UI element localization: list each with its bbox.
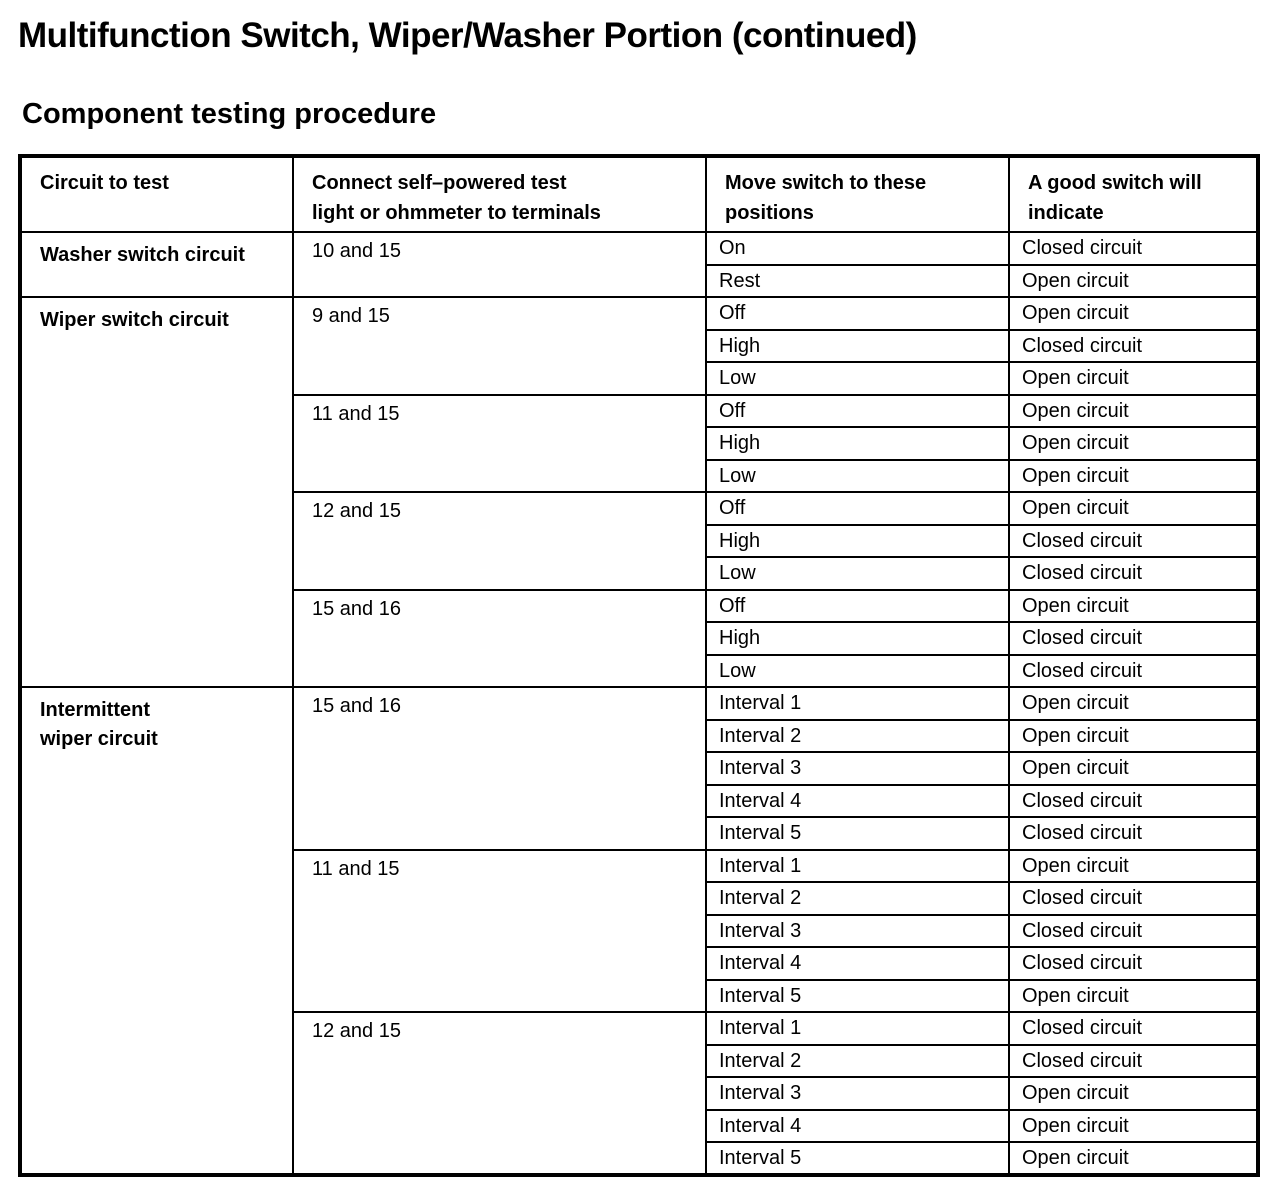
indication-cell: Closed circuit [1009,525,1258,558]
page-title: Multifunction Switch, Wiper/Washer Portion (continued) [18,16,917,55]
switch-position-cell: Interval 3 [706,752,1009,785]
indication-cell: Closed circuit [1009,947,1258,980]
switch-position-cell: Off [706,395,1009,428]
indication-cell: Open circuit [1009,492,1258,525]
indication-cell: Open circuit [1009,850,1258,883]
header-positions-line2: positions [725,202,814,224]
switch-position-cell: Rest [706,265,1009,298]
header-circuit-label: Circuit to test [40,172,169,194]
table-body [20,232,1258,1175]
header-terminals [293,156,706,232]
switch-position-cell: Interval 5 [706,980,1009,1013]
terminals-cell: 15 and 16 [293,590,706,688]
indication-cell: Open circuit [1009,1110,1258,1143]
switch-position-cell: Interval 1 [706,1012,1009,1045]
indication-cell: Closed circuit [1009,1012,1258,1045]
header-terminals-line2: light or ohmmeter to terminals [312,202,601,224]
switch-position-cell: Interval 3 [706,1077,1009,1110]
switch-position-cell: High [706,525,1009,558]
switch-position-cell: High [706,622,1009,655]
indication-cell: Open circuit [1009,752,1258,785]
header-indication-line1: A good switch will [1028,172,1202,194]
header-indication-line2: indicate [1028,202,1104,224]
terminals-cell: 10 and 15 [293,232,706,297]
terminals-cell: 15 and 16 [293,687,706,850]
circuit-name-cell [20,232,293,297]
switch-position-cell: Interval 2 [706,882,1009,915]
indication-cell: Closed circuit [1009,882,1258,915]
section-subtitle: Component testing procedure [22,98,437,130]
indication-cell: Closed circuit [1009,557,1258,590]
switch-position-cell: Interval 1 [706,850,1009,883]
switch-position-cell: Interval 2 [706,720,1009,753]
header-positions [706,156,1009,232]
circuit-name-line: wiper circuit [40,728,158,750]
indication-cell: Open circuit [1009,1077,1258,1110]
indication-cell: Closed circuit [1009,622,1258,655]
table-row [20,232,1258,265]
switch-position-cell: Interval 1 [706,687,1009,720]
indication-cell: Closed circuit [1009,330,1258,363]
circuit-name-line: Wiper switch circuit [40,309,229,331]
terminals-cell: 11 and 15 [293,395,706,493]
switch-position-cell: Off [706,297,1009,330]
switch-position-cell: Interval 4 [706,1110,1009,1143]
terminals-cell: 11 and 15 [293,850,706,1013]
circuit-name-cell [20,687,293,1175]
circuit-name-line: Washer switch circuit [40,244,245,266]
switch-position-cell: Off [706,492,1009,525]
indication-cell: Open circuit [1009,297,1258,330]
circuit-name-line: Intermittent [40,699,150,721]
switch-position-cell: Low [706,362,1009,395]
indication-cell: Open circuit [1009,980,1258,1013]
indication-cell: Open circuit [1009,460,1258,493]
circuit-name-cell [20,297,293,687]
indication-cell: Closed circuit [1009,785,1258,818]
header-positions-line1: Move switch to these [725,172,927,194]
switch-position-cell: On [706,232,1009,265]
switch-position-cell: High [706,427,1009,460]
switch-position-cell: Interval 5 [706,817,1009,850]
table-header-row [20,156,1258,232]
terminals-cell: 12 and 15 [293,1012,706,1175]
indication-cell: Closed circuit [1009,817,1258,850]
header-indication [1009,156,1258,232]
terminals-cell: 12 and 15 [293,492,706,590]
switch-position-cell: Interval 3 [706,915,1009,948]
terminals-cell: 9 and 15 [293,297,706,395]
component-testing-table [18,154,1260,1177]
indication-cell: Closed circuit [1009,232,1258,265]
indication-cell: Open circuit [1009,687,1258,720]
switch-position-cell: Low [706,557,1009,590]
switch-position-cell: Off [706,590,1009,623]
switch-position-cell: High [706,330,1009,363]
indication-cell: Open circuit [1009,427,1258,460]
header-terminals-line1: Connect self–powered test [312,172,567,194]
indication-cell: Closed circuit [1009,1045,1258,1078]
switch-position-cell: Interval 5 [706,1142,1009,1175]
switch-position-cell: Low [706,655,1009,688]
indication-cell: Open circuit [1009,395,1258,428]
indication-cell: Open circuit [1009,590,1258,623]
switch-position-cell: Interval 4 [706,947,1009,980]
indication-cell: Closed circuit [1009,655,1258,688]
switch-position-cell: Low [706,460,1009,493]
header-circuit [20,156,293,232]
indication-cell: Open circuit [1009,265,1258,298]
table-row [20,297,1258,330]
indication-cell: Open circuit [1009,1142,1258,1175]
indication-cell: Open circuit [1009,720,1258,753]
table-row [20,687,1258,720]
indication-cell: Open circuit [1009,362,1258,395]
switch-position-cell: Interval 2 [706,1045,1009,1078]
switch-position-cell: Interval 4 [706,785,1009,818]
indication-cell: Closed circuit [1009,915,1258,948]
